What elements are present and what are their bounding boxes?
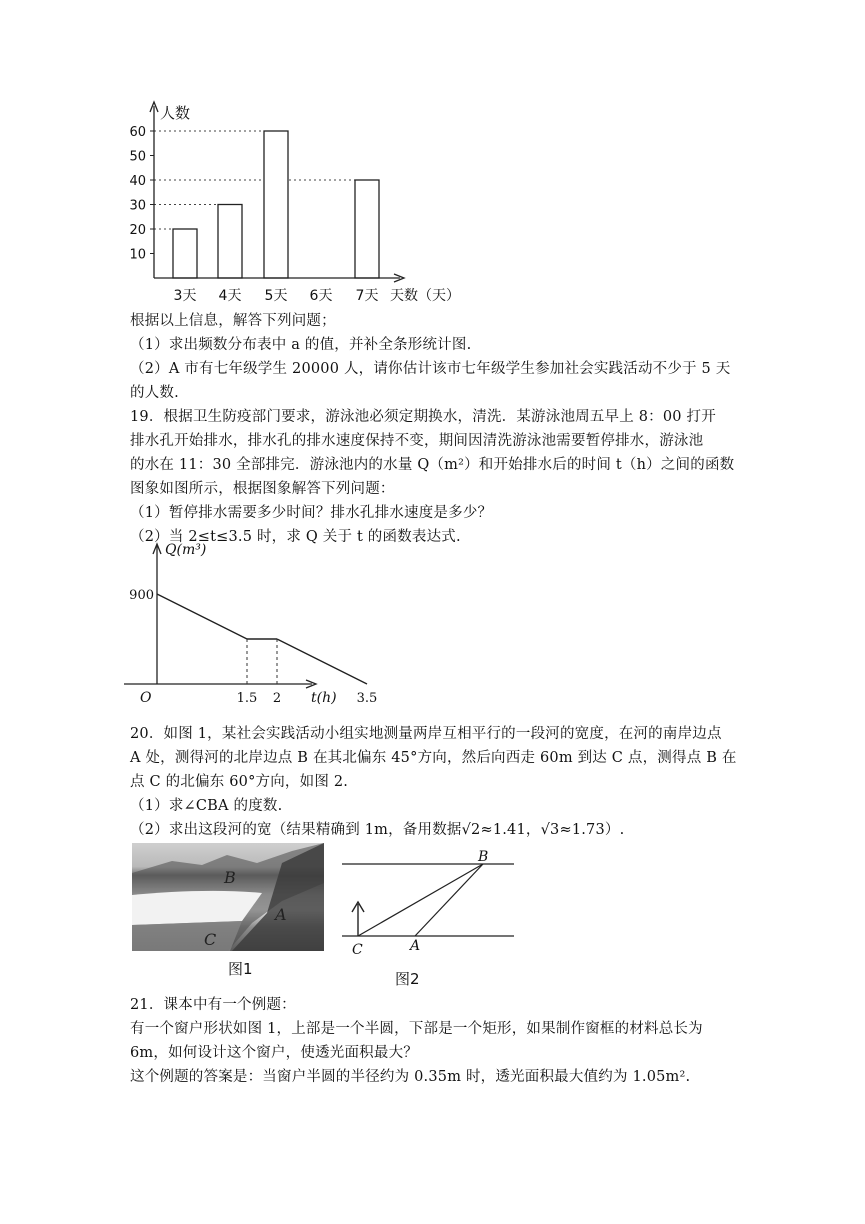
bar-7天 xyxy=(355,180,379,278)
x-tick-label-4天: 4天 xyxy=(218,288,242,304)
x-tick-label-5天: 5天 xyxy=(264,288,288,304)
intro-text: 根据以上信息，解答下列问题； xyxy=(130,313,336,329)
river-diagram xyxy=(338,846,518,964)
river-photo xyxy=(132,843,324,951)
x-axis-label: 天数（天） xyxy=(390,288,460,304)
bar-3天 xyxy=(173,229,197,278)
q19-part2: （2）当 2≤t≤3.5 时，求 Q 关于 t 的函数表达式. xyxy=(130,529,461,545)
y-tick-label-40: 40 xyxy=(129,174,146,189)
diagram-label-b: B xyxy=(478,849,489,865)
y-tick-label-10: 10 xyxy=(129,247,146,263)
bar-chart xyxy=(118,96,468,310)
q21-line1: 21．课本中有一个例题： xyxy=(130,997,296,1013)
x-tick-label-7天: 7天 xyxy=(355,288,379,304)
y-tick-label-60: 60 xyxy=(129,125,146,140)
q-axis-label: Q(m³) xyxy=(165,542,207,558)
q19-line3: 的水在 11：30 全部排完．游泳池内的水量 Q（m²）和开始排水后的时间 t（h）之间的函数 xyxy=(130,457,735,473)
bar-4天 xyxy=(218,205,242,279)
y-tick-label-20: 20 xyxy=(129,223,146,238)
graph-segment-3 xyxy=(277,639,367,684)
q20-line2: A 处，测得河的北岸边点 B 在其北偏东 45°方向，然后向西走 60m 到达 C 点，测得点 B 在 xyxy=(130,750,737,766)
q20-part1: （1）求∠CBA 的度数. xyxy=(130,798,283,814)
origin-label: O xyxy=(140,690,152,706)
graph-segment-1 xyxy=(157,594,247,639)
x-tick-label-3.5: 3.5 xyxy=(356,691,378,706)
q21-line3: 6m，如何设计这个窗户，使透光面积最大？ xyxy=(130,1045,418,1061)
t-axis-label: t(h) xyxy=(311,690,337,706)
q20-line3: 点 C 的北偏东 60°方向，如图 2. xyxy=(130,774,349,790)
line-graph xyxy=(124,536,378,706)
q19-line2: 排水孔开始排水，排水孔的排水速度保持不变，期间因清洗游泳池需要暂停排水，游泳池 xyxy=(130,433,704,449)
figure2-caption: 图2 xyxy=(395,970,420,988)
q18-part2-line1: （2）A 市有七年级学生 20000 人，请你估计该市七年级学生参加社会实践活动不少于 5 天 xyxy=(130,361,731,377)
q18-part2-line2: 的人数. xyxy=(130,385,179,401)
segment-cb xyxy=(358,864,483,936)
figure1-caption: 图1 xyxy=(228,960,253,978)
y-tick-label-50: 50 xyxy=(129,149,146,165)
y-tick-label-900: 900 xyxy=(129,588,154,603)
q19-line4: 图象如图所示，根据图象解答下列问题： xyxy=(130,481,395,497)
diagram-label-c: C xyxy=(352,942,363,958)
q19-part1: （1）暂停排水需要多少时间？排水孔排水速度是多少？ xyxy=(130,505,493,521)
diagram-label-a: A xyxy=(410,938,421,954)
x-tick-label-6天: 6天 xyxy=(309,288,333,304)
x-tick-label-2: 2 xyxy=(272,691,282,706)
q20-line1: 20．如图 1，某社会实践活动小组实地测量两岸互相平行的一段河的宽度，在河的南岸边点 xyxy=(130,726,722,742)
x-tick-label-3天: 3天 xyxy=(173,288,197,304)
q21-line4: 这个例题的答案是：当窗户半圆的半径约为 0.35m 时，透光面积最大值约为 1.05m². xyxy=(130,1069,691,1085)
x-tick-label-1.5: 1.5 xyxy=(236,691,258,706)
q18-part1: （1）求出频数分布表中 a 的值，并补全条形统计图. xyxy=(130,337,472,353)
segment-ab xyxy=(415,864,483,936)
photo-label-c: C xyxy=(204,930,217,949)
y-tick-label-30: 30 xyxy=(129,198,146,214)
photo-label-b: B xyxy=(224,868,236,887)
q21-line2: 有一个窗户形状如图 1，上部是一个半圆，下部是一个矩形，如果制作窗框的材料总长为 xyxy=(130,1021,703,1037)
q19-line1: 19．根据卫生防疫部门要求，游泳池必须定期换水，清洗．某游泳池周五早上 8：00 打开 xyxy=(130,409,716,425)
photo-label-a: A xyxy=(275,905,287,924)
bar-5天 xyxy=(264,131,288,278)
q20-part2: （2）求出这段河的宽（结果精确到 1m，备用数据√2≈1.41，√3≈1.73）. xyxy=(130,822,625,838)
y-axis-label: 人数 xyxy=(160,104,191,122)
